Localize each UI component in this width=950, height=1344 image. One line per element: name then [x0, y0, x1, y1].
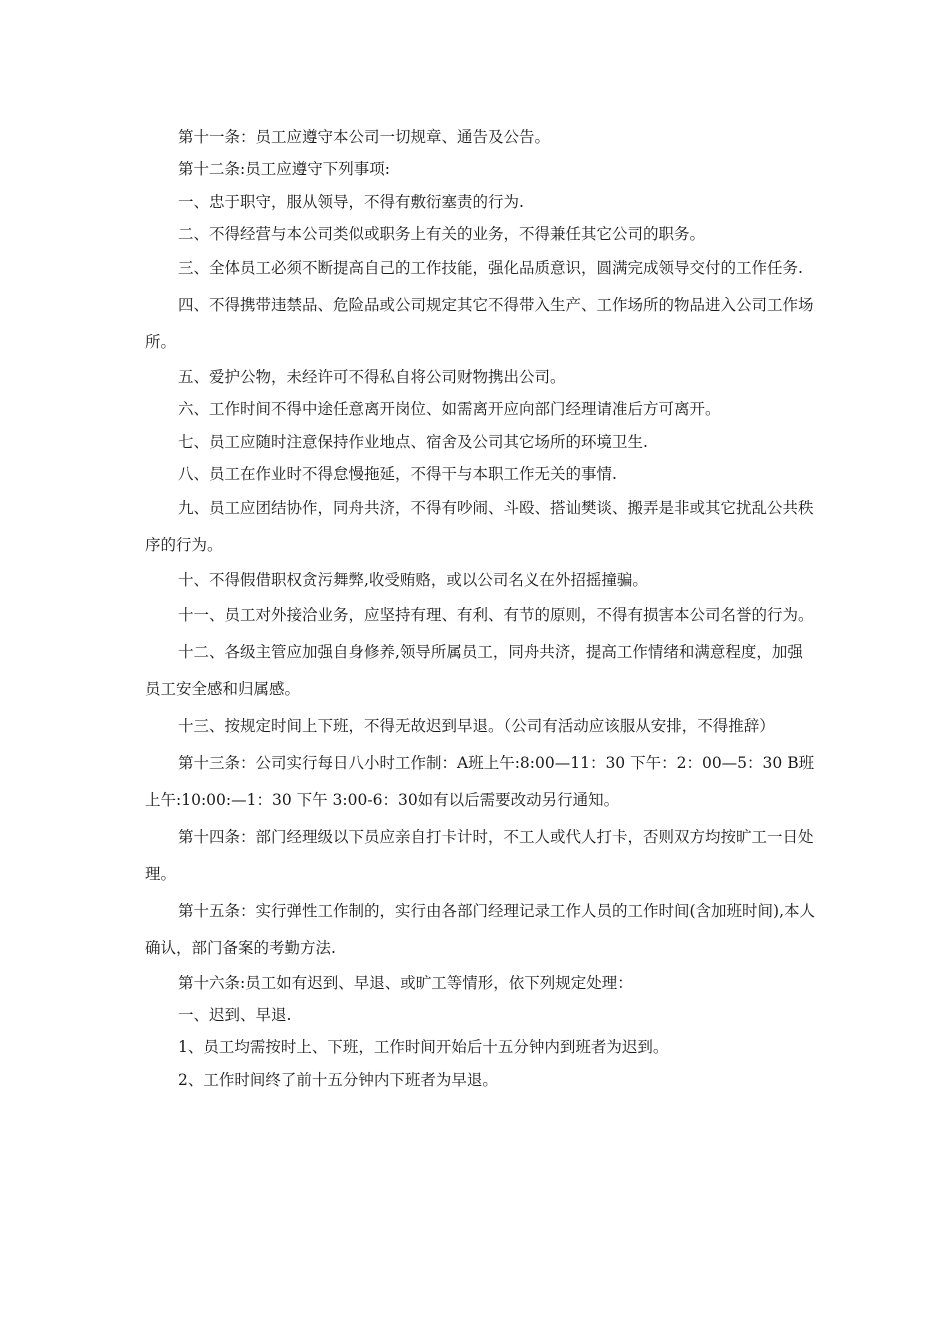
paragraph: 十三、按规定时间上下班，不得无故迟到早退。（公司有活动应该服从安排，不得推辞）: [178, 716, 775, 735]
paragraph: 一、忠于职守，服从领导，不得有敷衍塞责的行为.: [178, 192, 524, 211]
paragraph: 七、员工应随时注意保持作业地点、宿舍及公司其它场所的环境卫生.: [178, 432, 648, 451]
paragraph: 第十三条：公司实行每日八小时工作制：A班上午:8:00—11：30 下午：2：00—5：30 B班上午:10:00:—1：30 下午 3:00-6：30如有以后需要改动另行通知。: [145, 753, 815, 809]
paragraph: 第十六条:员工如有迟到、早退、或旷工等情形，依下列规定处理：: [178, 973, 633, 992]
paragraph: 第十一条：员工应遵守本公司一切规章、通告及公告。: [178, 128, 551, 146]
paragraph: 第十四条：部门经理级以下员应亲自打卡计时，不工人或代人打卡，否则双方均按旷工一日处理。: [145, 827, 814, 883]
paragraph: 十二、各级主管应加强自身修养,领导所属员工，同舟共济，提高工作情绪和满意程度，加强员工安全感和归属感。: [145, 642, 803, 698]
paragraph: 三、全体员工必须不断提高自己的工作技能，强化品质意识，圆满完成领导交付的工作任务.: [178, 259, 803, 278]
paragraph: 第十五条：实行弹性工作制的，实行由各部门经理记录工作人员的工作时间(含加班时间),本人确认，部门备案的考勤方法.: [145, 901, 816, 957]
paragraph: 六、工作时间不得中途任意离开岗位、如需离开应向部门经理请准后方可离开。: [178, 400, 721, 419]
paragraph: 十一、员工对外接洽业务，应坚持有理、有利、有节的原则，不得有损害本公司名誉的行为。: [178, 605, 814, 624]
paragraph: 十、不得假借职权贪污舞弊,收受贿赂，或以公司名义在外招摇撞骗。: [178, 571, 648, 590]
paragraph: 一、迟到、早退.: [178, 1005, 292, 1024]
paragraph: 八、员工在作业时不得怠慢拖延，不得干与本职工作无关的事情.: [178, 465, 617, 484]
document-body: [145, 121, 817, 1096]
paragraph: 四、不得携带违禁品、危险品或公司规定其它不得带入生产、工作场所的物品进入公司工作场所。: [145, 296, 814, 352]
paragraph: 九、员工应团结协作，同舟共济，不得有吵闹、斗殴、搭讪樊谈、搬弄是非或其它扰乱公共秩序的行为。: [145, 499, 814, 555]
paragraph: 第十二条:员工应遵守下列事项:: [178, 160, 390, 179]
paragraph: 1、员工均需按时上、下班，工作时间开始后十五分钟内到班者为迟到。: [178, 1038, 669, 1057]
paragraph: 2、工作时间终了前十五分钟内下班者为早退。: [178, 1070, 498, 1089]
paragraph: 五、爱护公物，未经许可不得私自将公司财物携出公司。: [178, 368, 566, 387]
paragraph: 二、不得经营与本公司类似或职务上有关的业务，不得兼任其它公司的职务。: [178, 224, 706, 243]
